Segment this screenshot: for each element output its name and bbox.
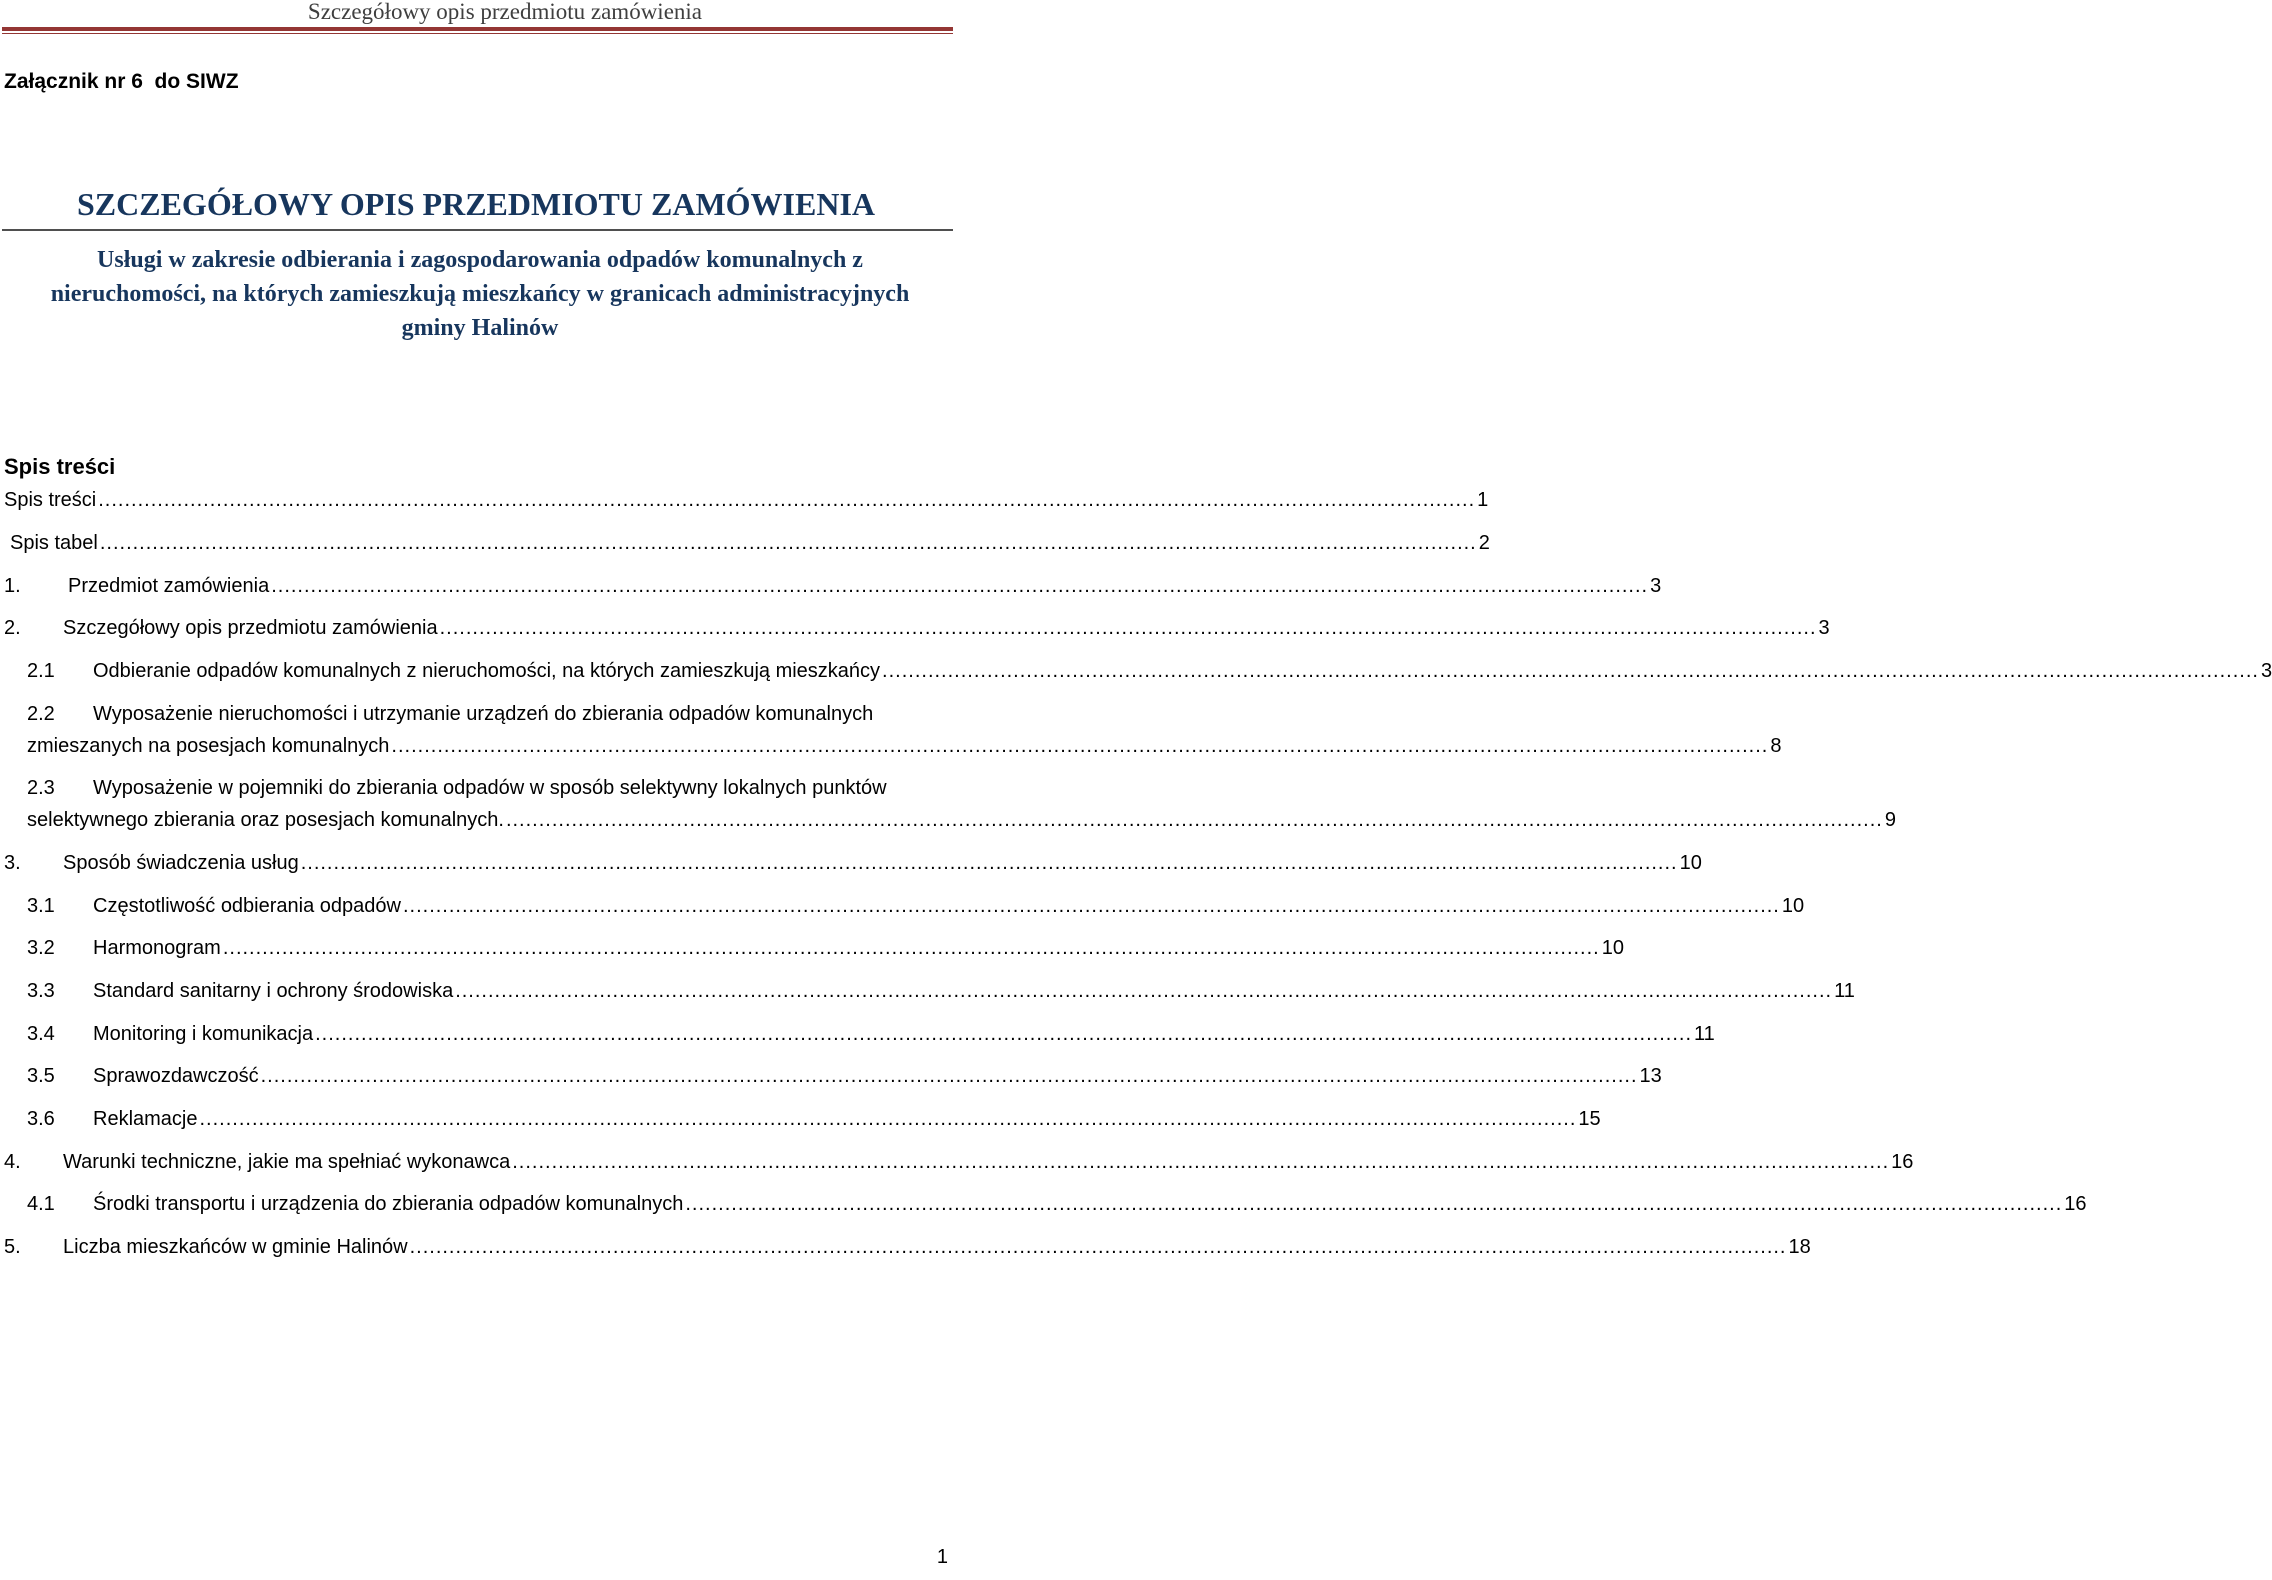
toc-entry-number: 3.2 [27, 937, 55, 959]
toc-leader-dots: .................................................................................................................................................................................................................. [439, 617, 1817, 639]
toc-entry-number: 3.5 [27, 1065, 55, 1087]
toc-entry-number: 2.1 [27, 660, 55, 682]
toc-entry-page: 13 [1639, 1065, 1662, 1087]
toc-entry-2-3-first-line[interactable] [27, 776, 887, 800]
toc-leader-dots: .................................................................................................................................................................................................................. [98, 489, 1476, 511]
toc-entry-text-continued: zmieszanych na posesjach komunalnych [27, 735, 390, 757]
toc-entry-text: Sposób świadczenia usług [63, 852, 299, 874]
toc-entry-text: Standard sanitarny i ochrony środowiska [93, 980, 454, 1002]
toc-entry-page: 16 [1891, 1151, 1914, 1173]
toc-entry-text: Monitoring i komunikacja [93, 1023, 314, 1045]
toc-entry-page: 11 [1694, 1023, 1715, 1045]
toc-entry-3-5[interactable] [27, 1064, 1662, 1088]
toc-leader-dots: .................................................................................................................................................................................................................. [271, 575, 1649, 597]
toc-entry-text: Odbieranie odpadów komunalnych z nieruchomości, na których zamieszkują mieszkańcy [93, 660, 881, 682]
toc-entry-3-3[interactable] [27, 979, 1855, 1003]
attachment-label: Załącznik nr 6 do SIWZ [4, 70, 239, 93]
toc-entry-2-3[interactable] [27, 808, 1896, 832]
toc-entry-number: 3.3 [27, 980, 55, 1002]
toc-entry-text: Spis treści [4, 489, 97, 511]
toc-entry-number: 2.3 [27, 777, 55, 799]
toc-leader-dots: .................................................................................................................................................................................................................. [391, 735, 1769, 757]
toc-entry-text: Wyposażenie w pojemniki do zbierania odpadów w sposób selektywny lokalnych punktów [93, 777, 887, 799]
toc-entry-page: 10 [1679, 852, 1702, 874]
toc-entry-spis-tabel[interactable] [10, 531, 1490, 555]
toc-entry-text: Wyposażenie nieruchomości i utrzymanie urządzeń do zbierania odpadów komunalnych [93, 703, 874, 725]
toc-entry-page: 11 [1834, 980, 1855, 1002]
document-title: SZCZEGÓŁOWY OPIS PRZEDMIOTU ZAMÓWIENIA [76, 186, 876, 222]
toc-entry-page: 18 [1788, 1236, 1811, 1258]
toc-entry-page: 3 [1650, 575, 1662, 597]
toc-entry-text: Reklamacje [93, 1108, 198, 1130]
toc-entry-text: Szczegółowy opis przedmiotu zamówienia [63, 617, 438, 639]
toc-entry-page: 3 [1818, 617, 1830, 639]
toc-entry-text: Częstotliwość odbierania odpadów [93, 895, 401, 917]
toc-entry-page: 3 [2260, 660, 2272, 682]
toc-entry-page: 10 [1601, 937, 1624, 959]
toc-entry-3-4[interactable] [27, 1022, 1715, 1046]
toc-leader-dots: .................................................................................................................................................................................................................. [409, 1236, 1787, 1258]
page-number: 1 [936, 1546, 948, 1568]
toc-entry-2-1[interactable] [27, 659, 2272, 683]
toc-entry-page: 1 [1477, 489, 1489, 511]
toc-entry-1[interactable] [4, 574, 1662, 598]
toc-leader-dots: .................................................................................................................................................................................................................. [685, 1193, 2063, 1215]
toc-entry-2-2[interactable] [27, 734, 1782, 758]
toc-entry-text-continued: selektywnego zbierania oraz posesjach komunalnych. [27, 809, 504, 831]
toc-entry-number: 3.6 [27, 1108, 55, 1130]
toc-entry-number: 3. [4, 852, 21, 874]
toc-entry-number: 5. [4, 1236, 21, 1258]
toc-entry-2-2-first-line[interactable] [27, 702, 873, 726]
toc-leader-dots: .................................................................................................................................................................................................................. [260, 1065, 1638, 1087]
toc-entry-4[interactable] [4, 1150, 1914, 1174]
toc-entry-page: 15 [1578, 1108, 1601, 1130]
toc-leader-dots: .................................................................................................................................................................................................................. [315, 1023, 1693, 1045]
toc-entry-3-1[interactable] [27, 894, 1805, 918]
toc-leader-dots: .................................................................................................................................................................................................................. [222, 937, 1600, 959]
toc-entry-3-2[interactable] [27, 936, 1624, 960]
document-subtitle: Usługi w zakresie odbierania i zagospodarowania odpadów komunalnych z nieruchomości, na których zamieszkują mieszkańcy w granicach administracyjnych gminy Halinów [50, 247, 910, 341]
toc-entry-text: Spis tabel [10, 532, 98, 554]
toc-entry-3-6[interactable] [27, 1107, 1601, 1131]
toc-entry-number: 4. [4, 1151, 21, 1173]
toc-entry-page: 9 [1884, 809, 1896, 831]
toc-entry-number: 2. [4, 617, 21, 639]
toc-entry-text: Środki transportu i urządzenia do zbierania odpadów komunalnych [93, 1193, 684, 1215]
toc-entry-page: 16 [2064, 1193, 2087, 1215]
toc-entry-4-1[interactable] [27, 1192, 2087, 1216]
toc-leader-dots: .................................................................................................................................................................................................................. [882, 660, 2259, 682]
toc-leader-dots: .................................................................................................................................................................................................................. [455, 980, 1833, 1002]
running-header-title: Szczegółowy opis przedmiotu zamówienia [307, 0, 702, 24]
toc-leader-dots: .................................................................................................................................................................................................................. [199, 1108, 1577, 1130]
toc-entry-number: 4.1 [27, 1193, 55, 1215]
toc-entry-text: Sprawozdawczość [93, 1065, 259, 1087]
toc-entry-page: 10 [1781, 895, 1805, 917]
toc-leader-dots: .................................................................................................................................................................................................................. [99, 532, 1477, 554]
toc-leader-dots: .................................................................................................................................................................................................................. [402, 895, 1780, 917]
toc-entry-number: 2.2 [27, 703, 55, 725]
toc-leader-dots: .................................................................................................................................................................................................................. [300, 852, 1678, 874]
toc-entry-spis-tresci[interactable] [4, 488, 1489, 512]
toc-entry-3[interactable] [4, 851, 1702, 875]
toc-leader-dots: .................................................................................................................................................................................................................. [512, 1151, 1890, 1173]
toc-entry-text: Przedmiot zamówienia [68, 575, 270, 597]
toc-entry-2[interactable] [4, 616, 1830, 640]
toc-entry-number: 3.4 [27, 1023, 55, 1045]
toc-entry-5[interactable] [4, 1235, 1811, 1259]
toc-entry-page: 2 [1478, 532, 1490, 554]
toc-entry-number: 3.1 [27, 895, 55, 917]
toc-entry-text: Liczba mieszkańców w gminie Halinów [63, 1236, 408, 1258]
toc-entry-number: 1. [4, 575, 21, 597]
toc-entry-text: Harmonogram [93, 937, 221, 959]
toc-leader-dots: .................................................................................................................................................................................................................. [505, 809, 1883, 831]
toc-entry-page: 8 [1770, 735, 1782, 757]
toc-heading: Spis treści [4, 454, 116, 479]
toc-entry-text: Warunki techniczne, jakie ma spełniać wykonawca [63, 1151, 511, 1173]
